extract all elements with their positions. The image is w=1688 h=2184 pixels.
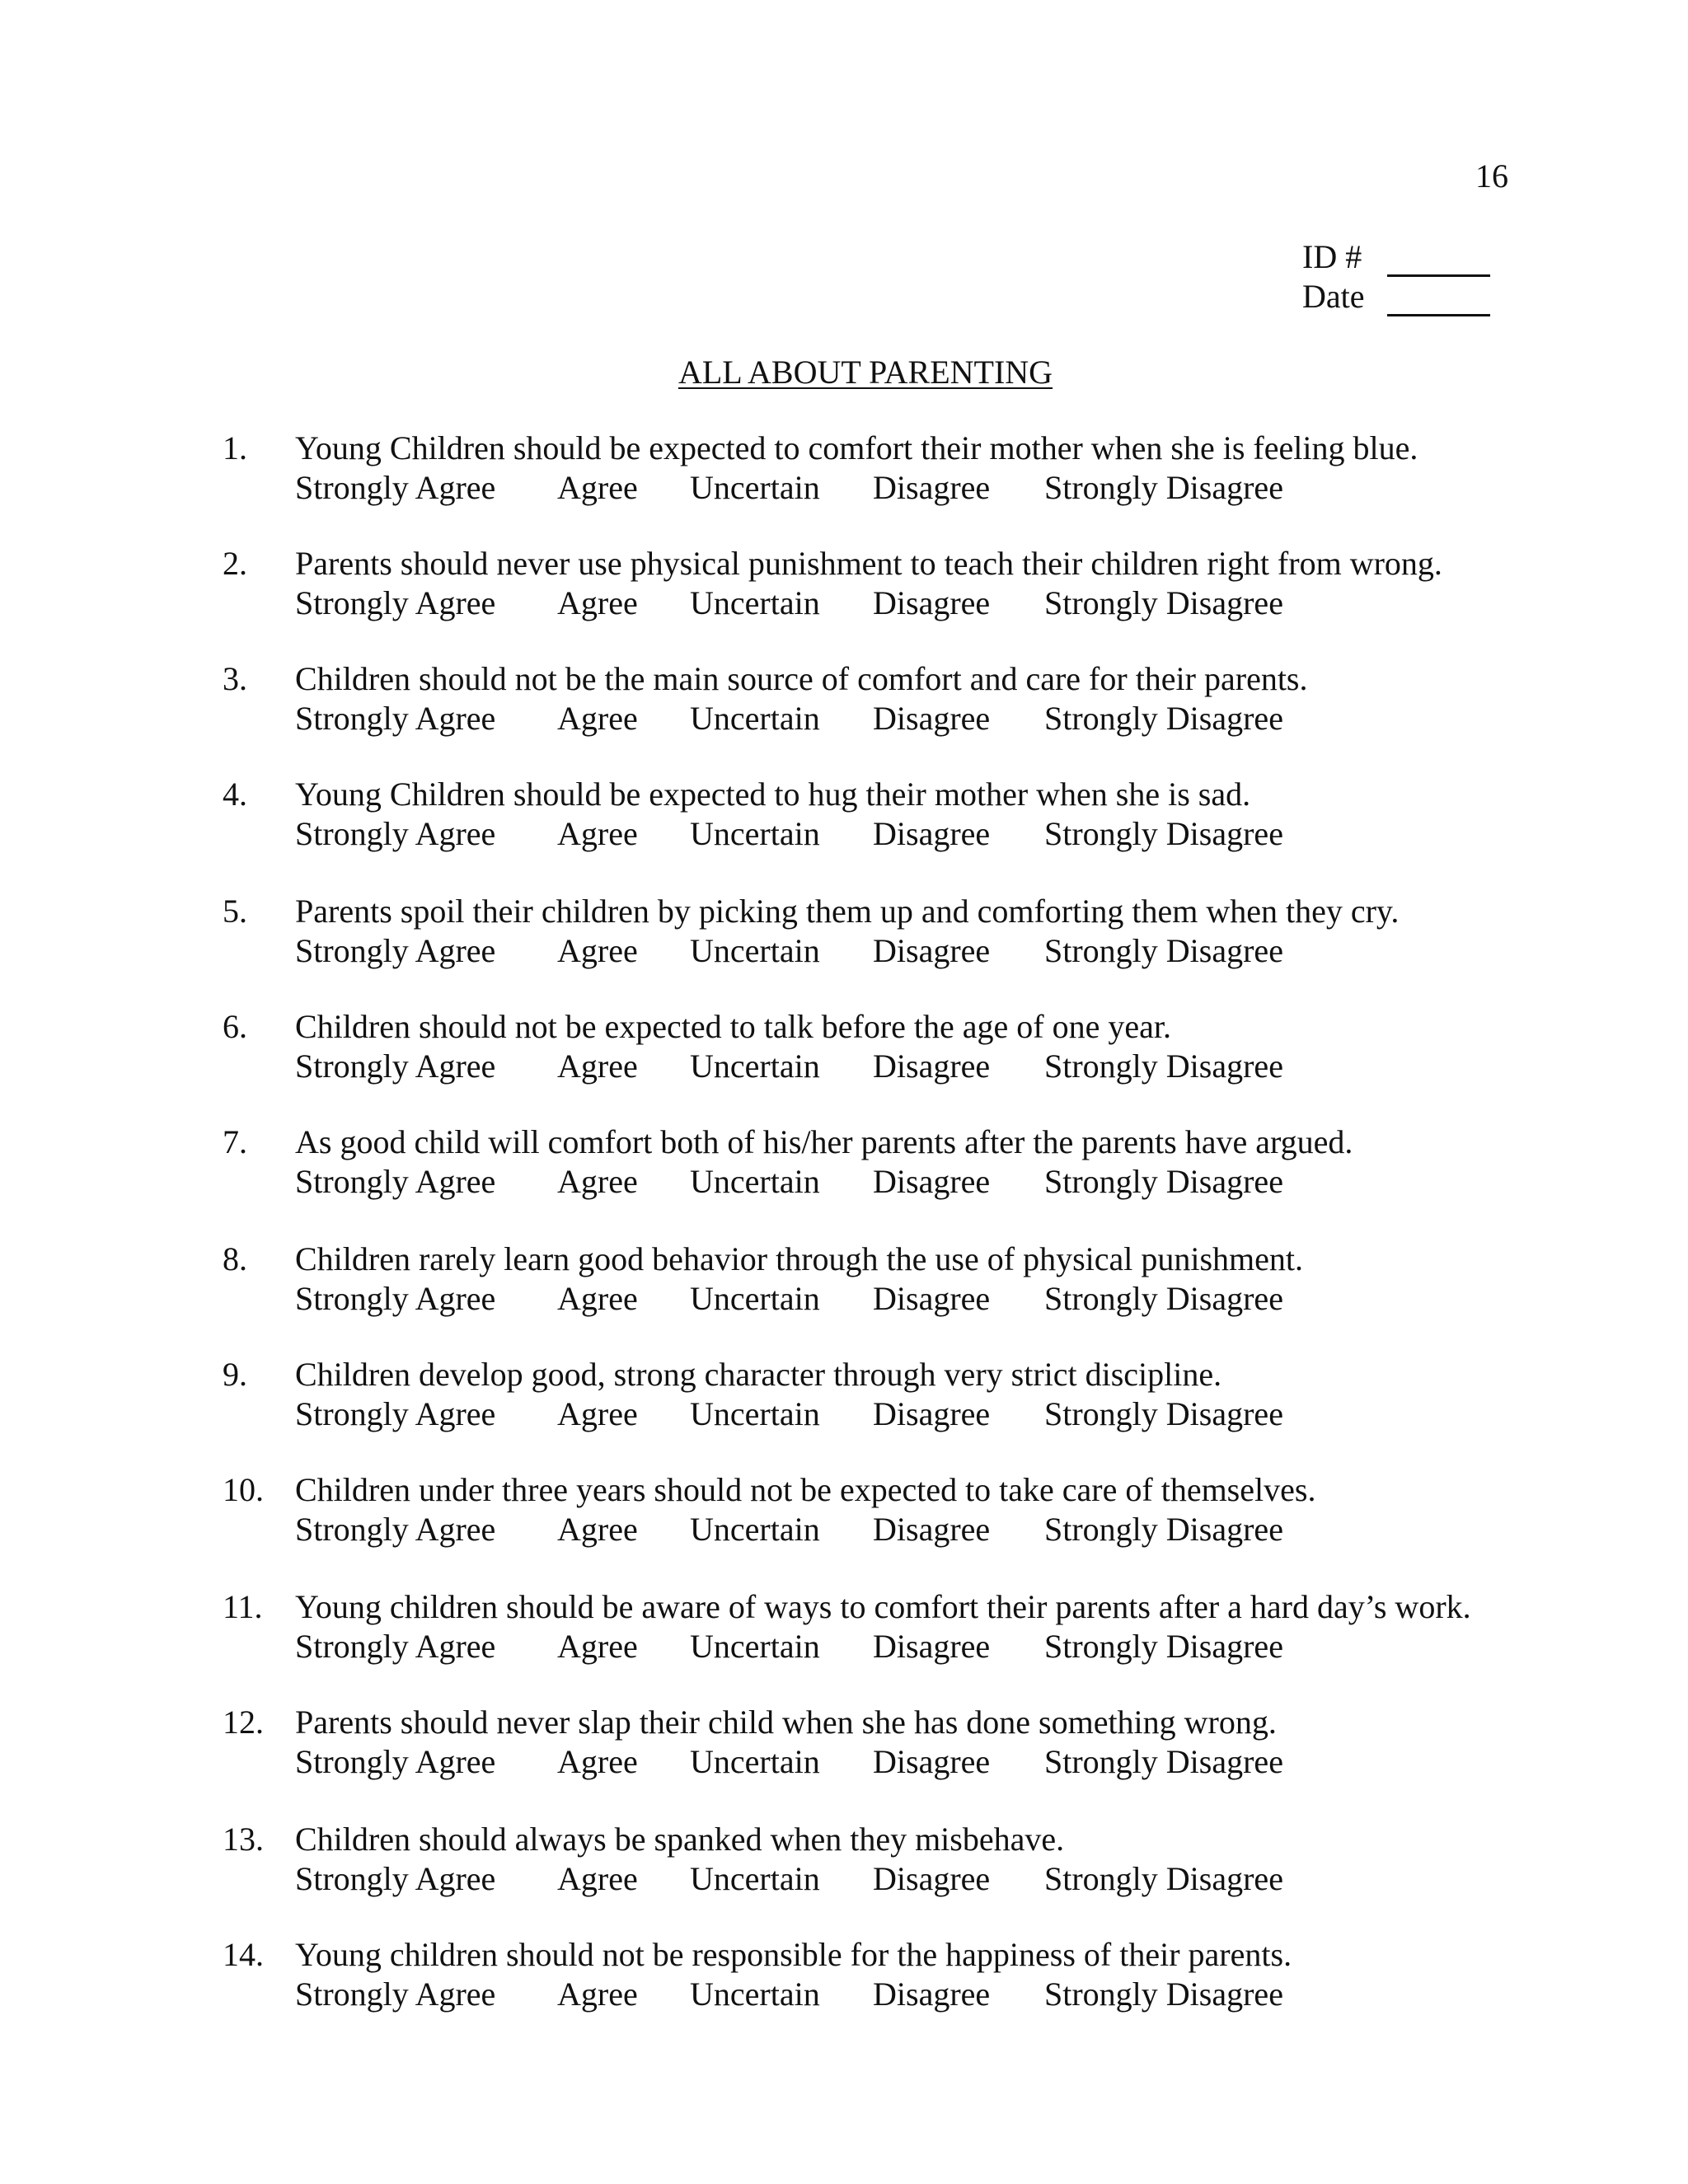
response-option[interactable]: Strongly Agree	[295, 1975, 496, 2013]
survey-item	[223, 1240, 1303, 1319]
item-text: Young children should be aware of ways to comfort their parents after a hard day’s work.	[295, 1588, 1471, 1625]
date-blank-line[interactable]	[1387, 284, 1490, 316]
response-option[interactable]: Disagree	[873, 469, 991, 506]
response-scale	[295, 1047, 1283, 1086]
id-label: ID #	[1302, 238, 1362, 275]
response-option[interactable]: Agree	[557, 1163, 638, 1200]
item-number: 14.	[223, 1936, 264, 1973]
item-number: 13.	[223, 1821, 264, 1858]
response-option[interactable]: Strongly Disagree	[1044, 1511, 1283, 1548]
item-number: 3.	[223, 660, 247, 697]
id-date-block	[1302, 237, 1490, 316]
response-scale	[295, 1394, 1283, 1434]
item-number: 5.	[223, 893, 247, 930]
survey-item	[223, 775, 1283, 854]
response-option[interactable]: Strongly Agree	[295, 1511, 496, 1548]
survey-item-question	[223, 659, 1308, 699]
response-scale	[295, 1742, 1283, 1782]
response-option[interactable]: Strongly Disagree	[1044, 1395, 1283, 1432]
survey-item-question	[223, 1122, 1353, 1162]
response-scale	[295, 583, 1442, 623]
response-option[interactable]: Agree	[557, 1860, 638, 1897]
response-scale	[295, 699, 1308, 738]
response-option[interactable]: Strongly Agree	[295, 584, 496, 621]
survey-item	[223, 1470, 1315, 1549]
response-option[interactable]: Disagree	[873, 1395, 991, 1432]
response-option[interactable]: Disagree	[873, 700, 991, 737]
survey-item	[223, 892, 1399, 971]
response-option[interactable]: Uncertain	[690, 469, 820, 506]
response-option[interactable]: Strongly Disagree	[1044, 1860, 1283, 1897]
response-option[interactable]: Strongly Agree	[295, 1860, 496, 1897]
response-option[interactable]: Agree	[557, 700, 638, 737]
response-scale	[295, 931, 1399, 971]
response-option[interactable]: Strongly Disagree	[1044, 469, 1283, 506]
response-scale	[295, 1279, 1303, 1319]
response-option[interactable]: Strongly Agree	[295, 700, 496, 737]
item-text: Young Children should be expected to hug their mother when she is sad.	[295, 776, 1251, 813]
response-option[interactable]: Disagree	[873, 1975, 991, 2013]
survey-item	[223, 544, 1442, 623]
response-option[interactable]: Agree	[557, 1743, 638, 1780]
response-option[interactable]: Disagree	[873, 1860, 991, 1897]
response-option[interactable]: Uncertain	[690, 932, 820, 969]
response-option[interactable]: Disagree	[873, 1628, 991, 1665]
item-text: Parents spoil their children by picking them up and comforting them when they cry.	[295, 893, 1400, 930]
survey-item-question	[223, 544, 1442, 583]
response-option[interactable]: Strongly Disagree	[1044, 1047, 1283, 1085]
survey-item	[223, 1703, 1283, 1782]
item-number: 6.	[223, 1008, 247, 1045]
survey-item-question	[223, 1240, 1303, 1279]
item-number: 4.	[223, 776, 247, 813]
survey-item	[223, 659, 1308, 738]
survey-item-question	[223, 1355, 1283, 1394]
response-option[interactable]: Strongly Agree	[295, 932, 496, 969]
response-option[interactable]: Uncertain	[690, 1628, 820, 1665]
item-text: Children develop good, strong character through very strict discipline.	[295, 1356, 1222, 1393]
survey-title-wrap	[0, 353, 1688, 391]
response-option[interactable]: Agree	[557, 1628, 638, 1665]
response-option[interactable]: Disagree	[873, 1743, 991, 1780]
response-option[interactable]: Agree	[557, 1395, 638, 1432]
response-option[interactable]: Disagree	[873, 932, 991, 969]
survey-item	[223, 1935, 1292, 2014]
response-option[interactable]: Uncertain	[690, 1163, 820, 1200]
response-option[interactable]: Strongly Disagree	[1044, 1743, 1283, 1780]
response-option[interactable]: Agree	[557, 1975, 638, 2013]
item-number: 12.	[223, 1704, 264, 1741]
response-scale	[295, 1859, 1283, 1899]
response-option[interactable]: Agree	[557, 1047, 638, 1085]
survey-item-question	[223, 429, 1418, 468]
item-text: Parents should never slap their child when she has done something wrong.	[295, 1704, 1277, 1741]
item-text: Children under three years should not be expected to take care of themselves.	[295, 1471, 1316, 1508]
response-option[interactable]: Agree	[557, 815, 638, 852]
id-blank-line[interactable]	[1387, 245, 1490, 277]
survey-item-question	[223, 775, 1283, 814]
response-scale	[295, 1975, 1292, 2014]
response-option[interactable]: Strongly Agree	[295, 1047, 496, 1085]
survey-title: ALL ABOUT PARENTING	[678, 354, 1053, 391]
response-option[interactable]: Disagree	[873, 1511, 991, 1548]
survey-item-question	[223, 1703, 1283, 1742]
survey-item-question	[223, 1935, 1292, 1975]
response-option[interactable]: Strongly Disagree	[1044, 700, 1283, 737]
response-option[interactable]: Disagree	[873, 1163, 991, 1200]
item-text: As good child will comfort both of his/her parents after the parents have argued.	[295, 1123, 1353, 1160]
response-scale	[295, 1510, 1315, 1549]
survey-item	[223, 1820, 1283, 1899]
response-option[interactable]: Uncertain	[690, 1511, 820, 1548]
response-option[interactable]: Uncertain	[690, 1975, 820, 2013]
response-option[interactable]: Strongly Disagree	[1044, 1163, 1283, 1200]
response-option[interactable]: Strongly Agree	[295, 1163, 496, 1200]
response-option[interactable]: Strongly Disagree	[1044, 1280, 1283, 1317]
response-option[interactable]: Uncertain	[690, 1395, 820, 1432]
survey-item	[223, 1587, 1471, 1666]
survey-item-question	[223, 1007, 1283, 1047]
response-option[interactable]: Agree	[557, 584, 638, 621]
response-option[interactable]: Strongly Disagree	[1044, 932, 1283, 969]
response-option[interactable]: Strongly Disagree	[1044, 1975, 1283, 2013]
response-option[interactable]: Agree	[557, 1511, 638, 1548]
survey-item	[223, 429, 1418, 508]
response-scale	[295, 468, 1418, 508]
item-number: 1.	[223, 429, 247, 466]
response-option[interactable]: Agree	[557, 1280, 638, 1317]
response-option[interactable]: Uncertain	[690, 1047, 820, 1085]
response-option[interactable]: Agree	[557, 932, 638, 969]
response-scale	[295, 1162, 1353, 1202]
item-number: 7.	[223, 1123, 247, 1160]
page-number: 16	[1475, 157, 1508, 194]
item-number: 10.	[223, 1471, 264, 1508]
response-option[interactable]: Uncertain	[690, 584, 820, 621]
item-text: Young Children should be expected to comfort their mother when she is feeling blue.	[295, 429, 1418, 466]
date-row	[1302, 277, 1490, 316]
item-text: Children rarely learn good behavior through the use of physical punishment.	[295, 1240, 1304, 1277]
response-option[interactable]: Uncertain	[690, 1280, 820, 1317]
response-option[interactable]: Uncertain	[690, 815, 820, 852]
response-option[interactable]: Disagree	[873, 815, 991, 852]
survey-item-question	[223, 1470, 1315, 1510]
survey-item	[223, 1007, 1283, 1086]
id-row	[1302, 237, 1490, 277]
response-option[interactable]: Strongly Agree	[295, 1280, 496, 1317]
item-text: Children should always be spanked when they misbehave.	[295, 1821, 1065, 1858]
response-option[interactable]: Uncertain	[690, 1743, 820, 1780]
response-scale	[295, 1627, 1471, 1666]
survey-item-question	[223, 892, 1399, 931]
item-text: Children should not be the main source of comfort and care for their parents.	[295, 660, 1308, 697]
response-option[interactable]: Strongly Agree	[295, 1743, 496, 1780]
survey-item	[223, 1122, 1353, 1202]
item-number: 8.	[223, 1240, 247, 1277]
response-option[interactable]: Strongly Agree	[295, 1628, 496, 1665]
item-number: 2.	[223, 545, 247, 582]
response-option[interactable]: Disagree	[873, 1047, 991, 1085]
survey-item	[223, 1355, 1283, 1434]
item-number: 11.	[223, 1588, 263, 1625]
item-text: Young children should not be responsible for the happiness of their parents.	[295, 1936, 1292, 1973]
survey-item-question	[223, 1820, 1283, 1859]
item-text: Parents should never use physical punishment to teach their children right from wrong.	[295, 545, 1442, 582]
survey-item-question	[223, 1587, 1471, 1627]
response-option[interactable]: Strongly Agree	[295, 469, 496, 506]
response-option[interactable]: Disagree	[873, 1280, 991, 1317]
item-text: Children should not be expected to talk before the age of one year.	[295, 1008, 1171, 1045]
response-scale	[295, 814, 1283, 854]
response-option[interactable]: Strongly Disagree	[1044, 584, 1283, 621]
response-option[interactable]: Strongly Disagree	[1044, 1628, 1283, 1665]
response-option[interactable]: Agree	[557, 469, 638, 506]
response-option[interactable]: Strongly Agree	[295, 815, 496, 852]
response-option[interactable]: Strongly Agree	[295, 1395, 496, 1432]
response-option[interactable]: Strongly Disagree	[1044, 815, 1283, 852]
response-option[interactable]: Uncertain	[690, 700, 820, 737]
response-option[interactable]: Uncertain	[690, 1860, 820, 1897]
item-number: 9.	[223, 1356, 247, 1393]
response-option[interactable]: Disagree	[873, 584, 991, 621]
date-label: Date	[1302, 278, 1365, 315]
